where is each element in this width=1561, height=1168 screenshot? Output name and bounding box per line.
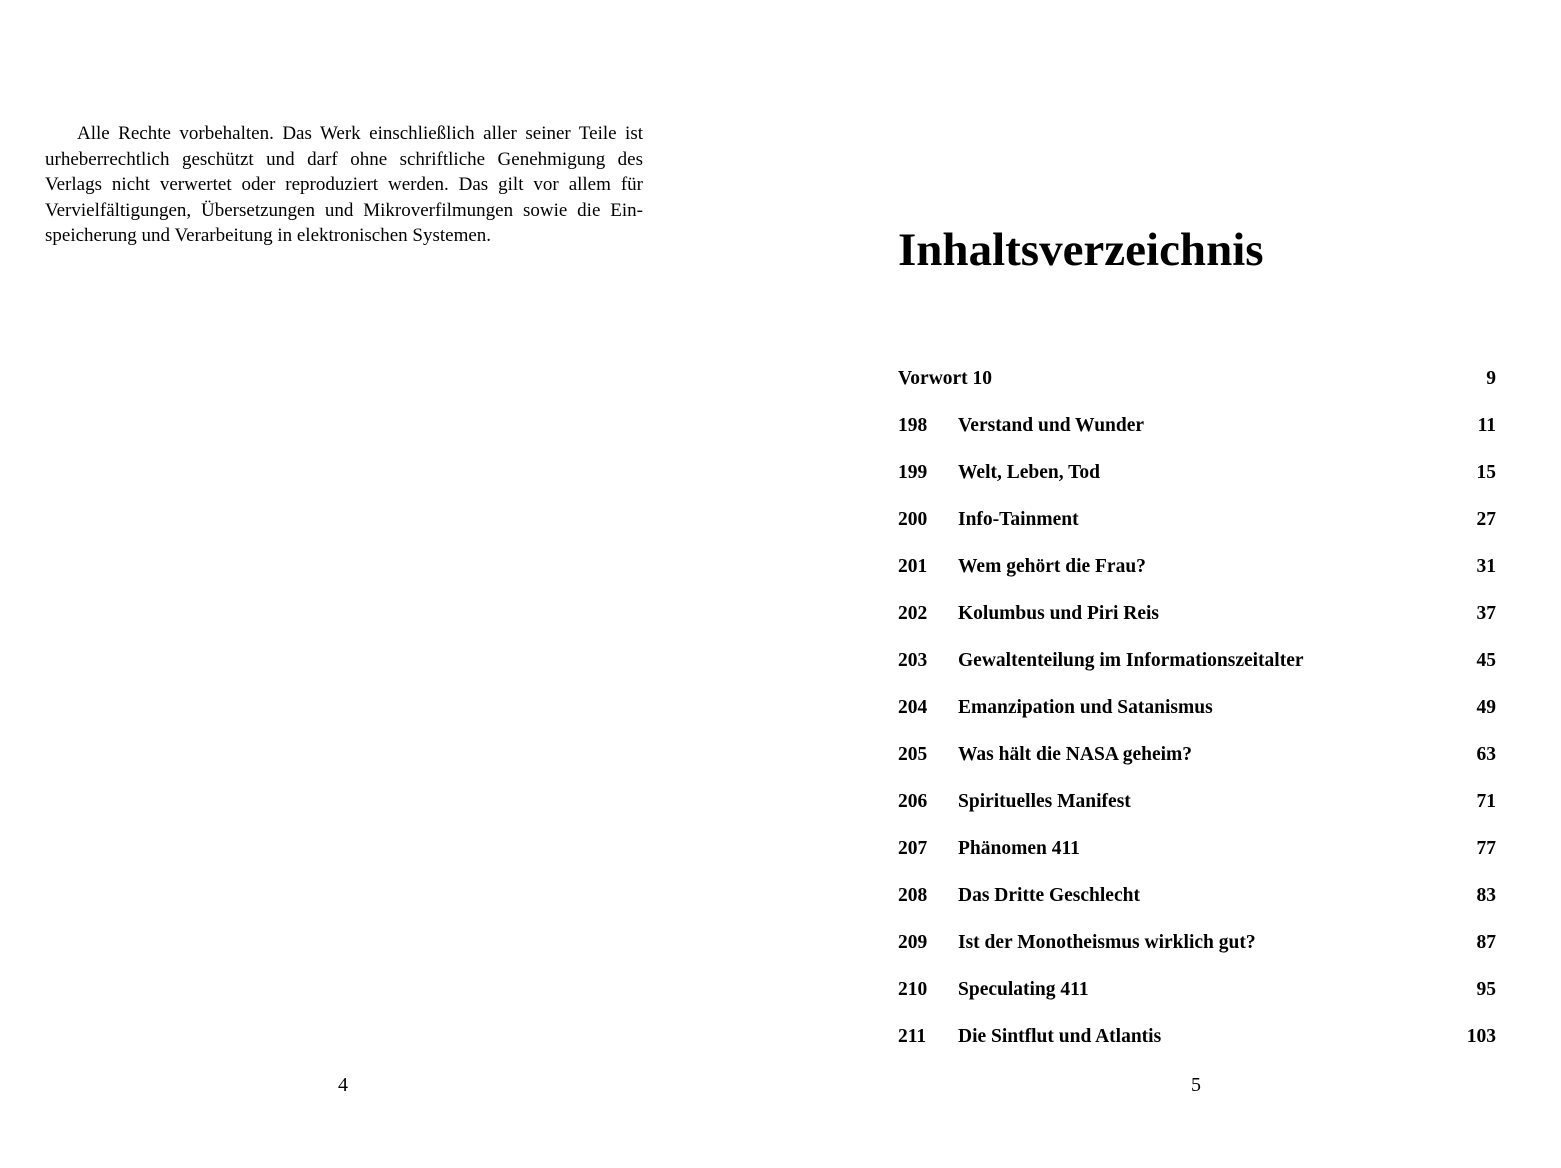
toc-entry-page: 9 [1486,368,1496,389]
toc-entry[interactable] [898,601,1496,648]
toc-entry-number: 203 [898,650,928,671]
toc-entry[interactable] [898,554,1496,601]
toc-entry-page: 27 [1476,509,1496,530]
toc-entry-number: 201 [898,556,928,577]
toc-entry-number: 200 [898,509,928,530]
toc-entry-number: 202 [898,603,928,624]
toc-entry[interactable] [898,695,1496,742]
toc-entry-label: Kolumbus und Piri Reis [958,603,1160,624]
toc-entry-preface[interactable] [898,366,1496,413]
toc-entry-page: 31 [1476,556,1496,577]
toc-entry-page: 77 [1476,838,1496,859]
toc-entry-label: Phänomen 411 [958,838,1080,859]
toc-entry-page: 37 [1476,603,1496,624]
toc-entry-label: Emanzipation und Satanismus [958,697,1213,718]
toc-entry-label: Was hält die NASA geheim? [958,744,1193,765]
right-page [780,0,1561,1168]
toc-entry-page: 83 [1476,885,1496,906]
table-of-contents [898,366,1496,1071]
toc-entry-label: Wem gehört die Frau? [958,556,1146,577]
toc-entry-page: 63 [1476,744,1496,765]
toc-entry-number: 209 [898,932,928,953]
toc-entry-label: Spirituelles Manifest [958,791,1131,812]
toc-entry[interactable] [898,836,1496,883]
toc-entry-label: Welt, Leben, Tod [958,462,1100,483]
toc-entry[interactable] [898,507,1496,554]
toc-entry[interactable] [898,648,1496,695]
toc-entry-label: Verstand und Wunder [958,415,1145,436]
toc-entry-page: 103 [1466,1026,1496,1047]
toc-entry-number: 207 [898,838,928,859]
toc-entry[interactable] [898,413,1496,460]
toc-entry-page: 87 [1476,932,1496,953]
page-number-left: 4 [338,1074,348,1096]
left-page [0,0,780,1168]
toc-entry-page: 71 [1476,791,1496,812]
toc-entry-number: 205 [898,744,928,765]
toc-entry-page: 11 [1477,415,1496,436]
toc-entry-label: Die Sintflut und Atlantis [958,1026,1162,1047]
toc-entry[interactable] [898,883,1496,930]
toc-entry[interactable] [898,789,1496,836]
page-title: Inhaltsverzeichnis [898,224,1264,276]
toc-entry-number: 199 [898,462,928,483]
toc-entry-number: 204 [898,697,928,718]
toc-entry-label: Info-Tainment [958,509,1079,530]
toc-entry-page: 45 [1476,650,1496,671]
toc-entry-number: 198 [898,415,928,436]
toc-entry-label: Ist der Monotheismus wirklich gut? [958,932,1256,953]
toc-entry-number: 206 [898,791,928,812]
page-number-right: 5 [1191,1074,1201,1096]
toc-entry-number: 210 [898,979,928,1000]
toc-entry[interactable] [898,460,1496,507]
toc-entry[interactable] [898,1024,1496,1071]
toc-entry[interactable] [898,742,1496,789]
copyright-notice: Alle Rechte vorbehalten. Das Werk einschließlich aller seiner Teile ist urheberrechtlich geschützt und darf ohne schriftliche Genehmigung des Verlags nicht verwertet oder reproduziert werden. Das gilt vor allem für Vervielfältigungen, Übersetzungen und Mikroverfilmungen sowie die Einspeicherung und Verarbeitung in elektronischen Systemen. [45,123,643,246]
toc-entry[interactable] [898,930,1496,977]
toc-entry-label: Speculating 411 [958,979,1089,1000]
toc-entry-number: 208 [898,885,928,906]
toc-entry-page: 15 [1476,462,1496,483]
toc-entry[interactable] [898,977,1496,1024]
toc-entry-label: Das Dritte Geschlecht [958,885,1140,906]
toc-entry-number: 211 [898,1026,927,1047]
toc-entry-page: 49 [1476,697,1496,718]
toc-entry-page: 95 [1476,979,1496,1000]
toc-entry-label: Gewaltenteilung im Informationszeitalter [958,650,1304,671]
toc-entry-label: Vorwort 10 [898,368,993,389]
